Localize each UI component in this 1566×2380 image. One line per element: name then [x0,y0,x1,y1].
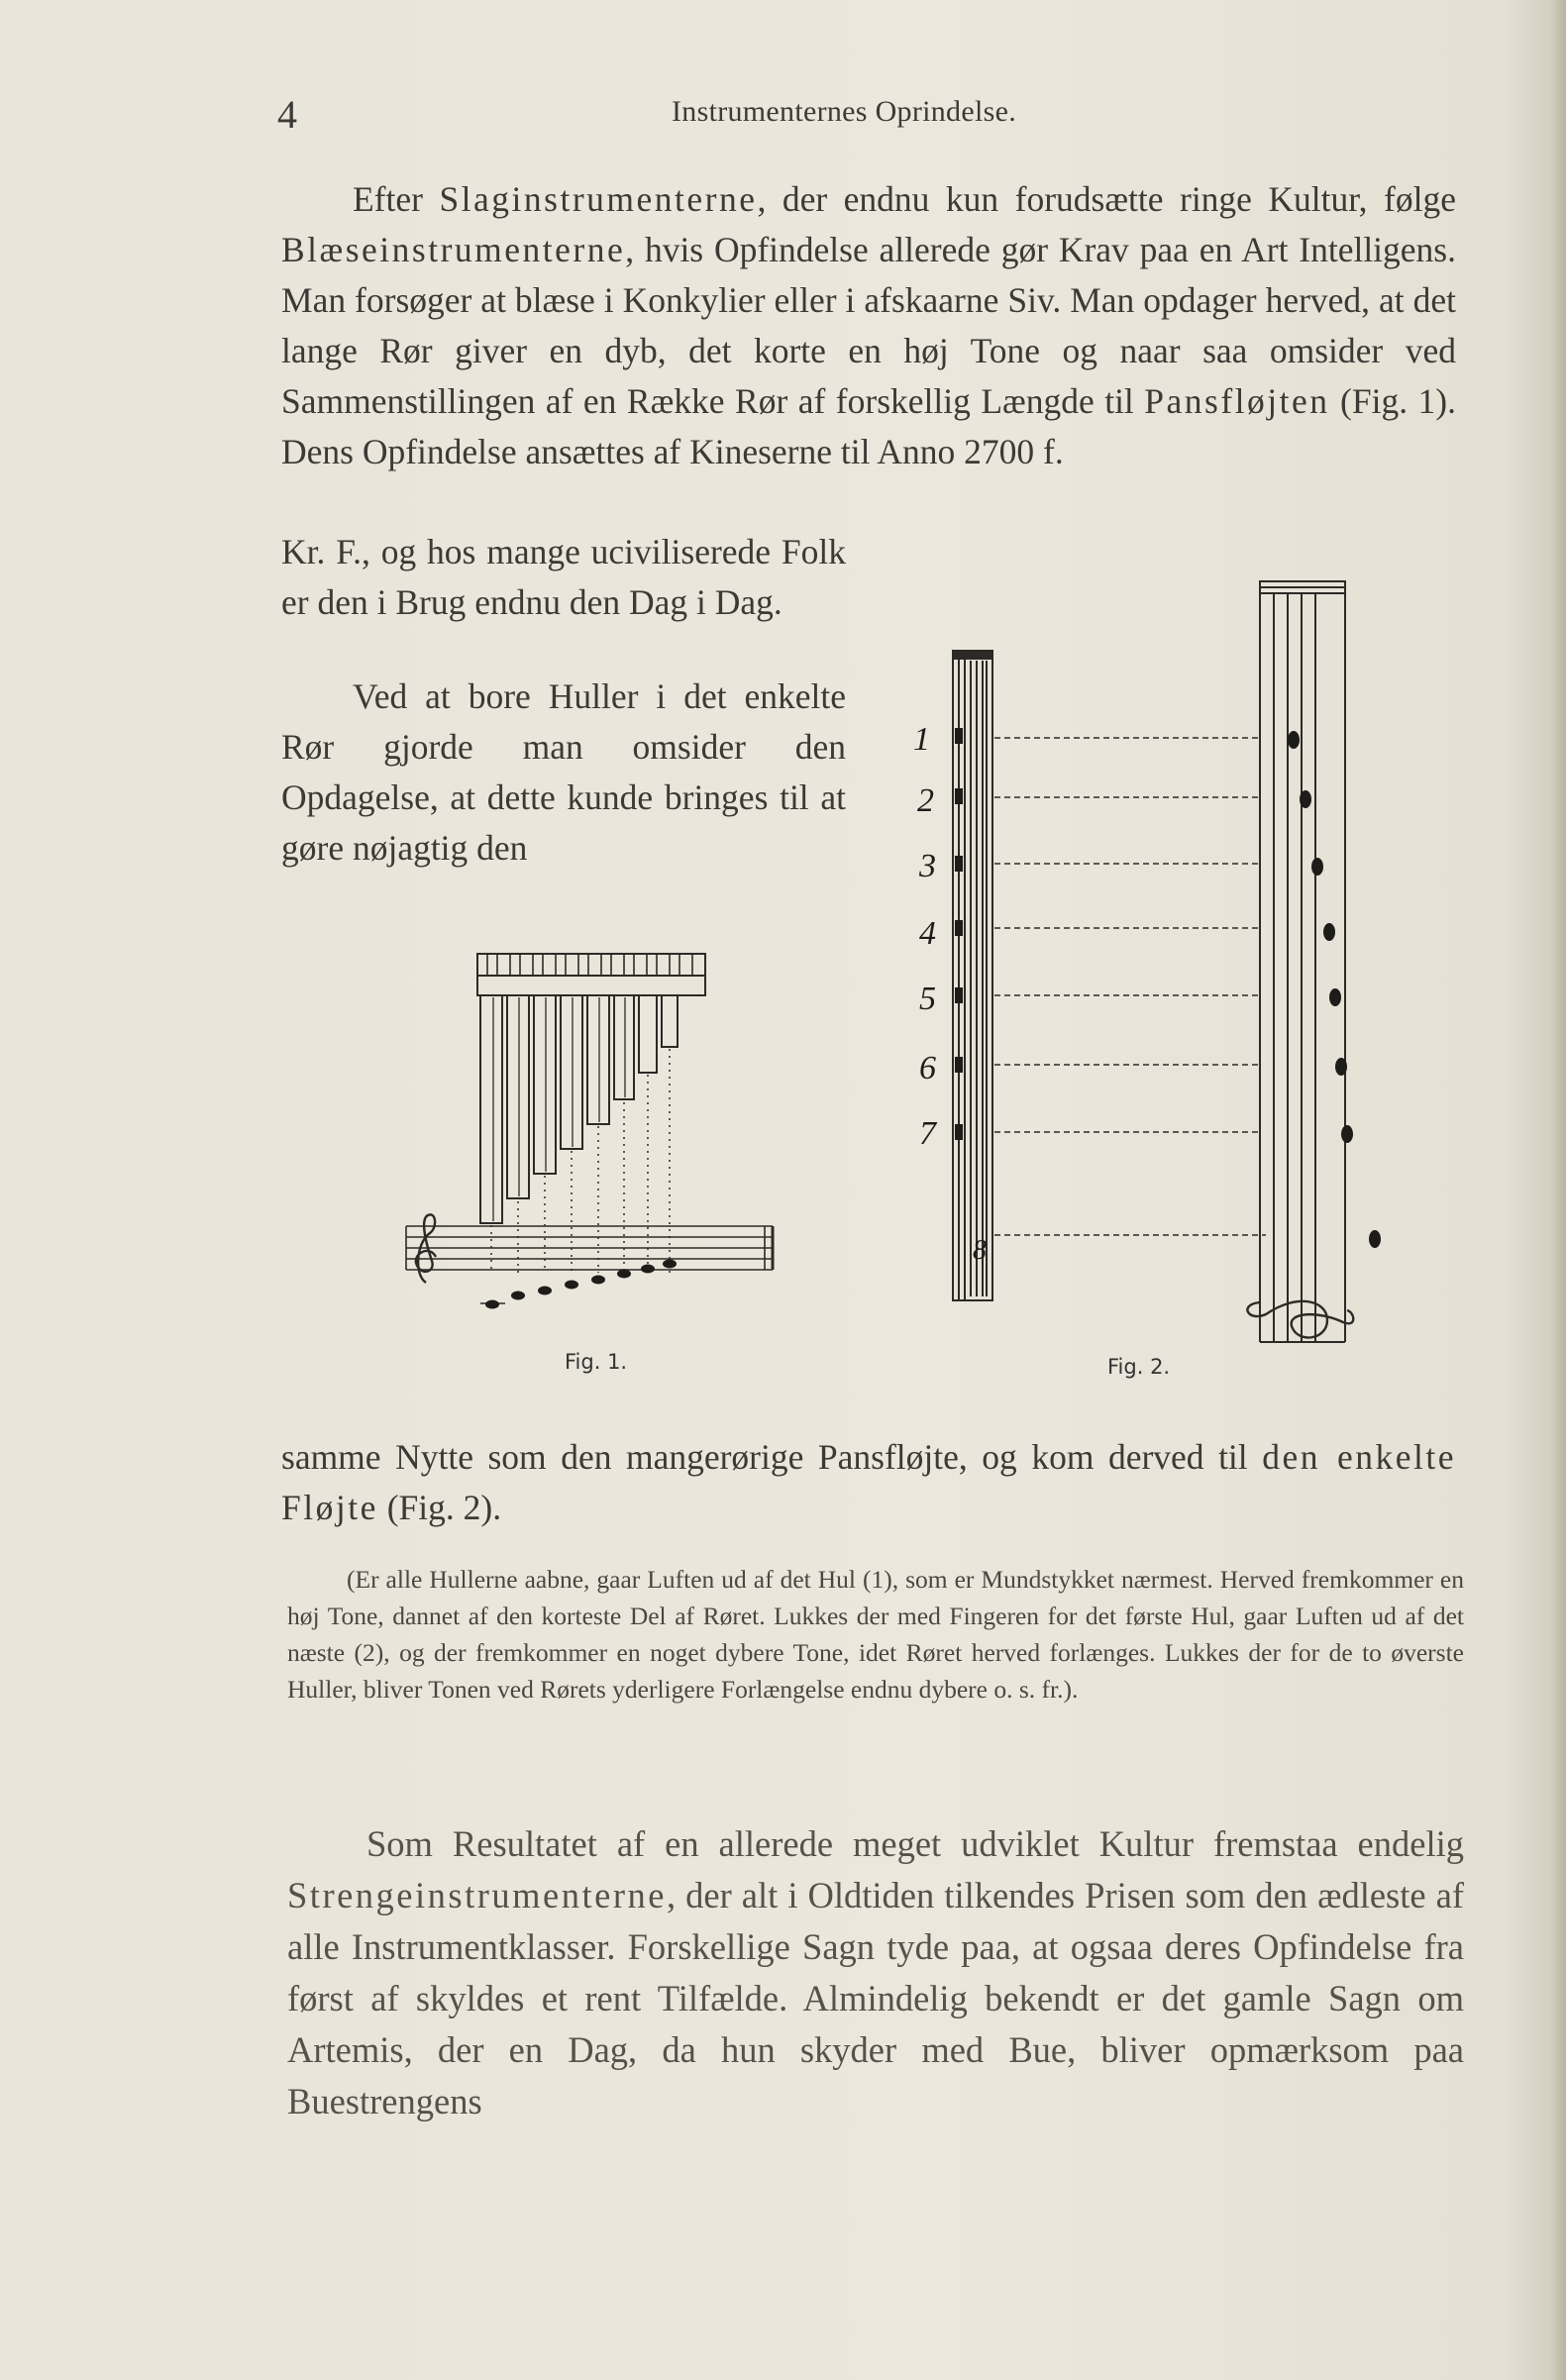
text-run: Som Resultatet af en allerede meget udviklet Kultur fremstaa endelig [366,1823,1464,1864]
running-title: Instrumenternes Oprindelse. [672,95,1017,128]
page-header [277,91,1466,141]
spaced-term: Pansfløjten [1144,381,1330,421]
text-run: samme Nytte som den mangerørige Pansfløjte, og kom derved til [281,1437,1263,1477]
spaced-term: Strengeinstrumenterne [287,1875,667,1915]
figure-1-caption: Fig. 1. [565,1350,628,1374]
hole-label-7: 7 [919,1115,936,1152]
paragraph-4 [287,1818,1464,2127]
hole-label-1: 1 [913,721,930,758]
spaced-term: Slaginstrumenterne [439,179,758,219]
page-edge [1548,0,1566,2380]
text-run: , hvis Opfindelse allerede gør Krav paa en Art Intelligens. Man forsøger at blæse i Konkylier eller i afskaarne Siv. Man opdager herved, at det lange Rør giver en dyb, det korte en høj Tone og naar saa omsider ved Sammenstillingen af en Række Rør af forskellig Længde til [281,230,1456,421]
hole-label-5: 5 [919,981,936,1017]
text-run: , der endnu kun forudsætte ringe Kultur, følge [757,179,1456,219]
hole-label-2: 2 [917,782,934,819]
figure-1-pan-flute [396,946,783,1337]
text-run: Efter [353,179,440,219]
paragraph-1 [281,174,1456,477]
paragraph-2: Ved at bore Huller i det enkelte Rør gjorde man omsider den Opdagelse, at dette kunde bringes til at gøre nøjagtig den [281,676,846,868]
spaced-term: Blæseinstrumenterne [281,230,626,269]
page-number: 4 [277,92,297,137]
footnote-paragraph: (Er alle Hullerne aabne, gaar Luften ud af det Hul (1), som er Mundstykket nærmest. Herved fremkommer en høj Tone, dannet af den korteste Del af Røret. Lukkes der med Fingeren for det første Hul, gaar Luften ud af det næste (2), og der fremkommer en noget dybere Tone, idet Røret herved forlænges. Lukkes der for de to øverste Huller, bliver Tonen ved Rørets yderligere Forlængelse endnu dybere o. s. fr.). [287,1565,1464,1704]
text-run: (Fig. 2). [377,1488,502,1527]
text-run: , der alt i Oldtiden tilkendes Prisen som den ædleste af alle Instrumentklasser. Forskellige Sagn tyde paa, at ogsaa deres Opfindelse fra først af skyldes et rent Tilfælde. Almindelig bekendt er det gamle Sagn om Artemis, der en Dag, da hun skyder med Bue, bliver opmærksom paa Buestrengens [287,1875,1464,2121]
spaced-term: den enkelte Fløjte [281,1437,1456,1527]
hole-label-3: 3 [919,848,936,884]
figure-2-caption: Fig. 2. [1107,1355,1171,1379]
paragraph-3 [281,1432,1456,1533]
figure-2-flute [891,569,1426,1352]
hole-label-8: 8 [973,1235,987,1266]
hole-label-4: 4 [919,915,936,952]
paragraph-1-continued: Kr. F., og hos mange uciviliserede Folk er den i Brug endnu den Dag i Dag. [281,532,846,622]
text-run: (Fig. 1). Dens Opfindelse ansættes af Kineserne til Anno 2700 f. [281,381,1457,471]
hole-label-6: 6 [919,1050,936,1087]
